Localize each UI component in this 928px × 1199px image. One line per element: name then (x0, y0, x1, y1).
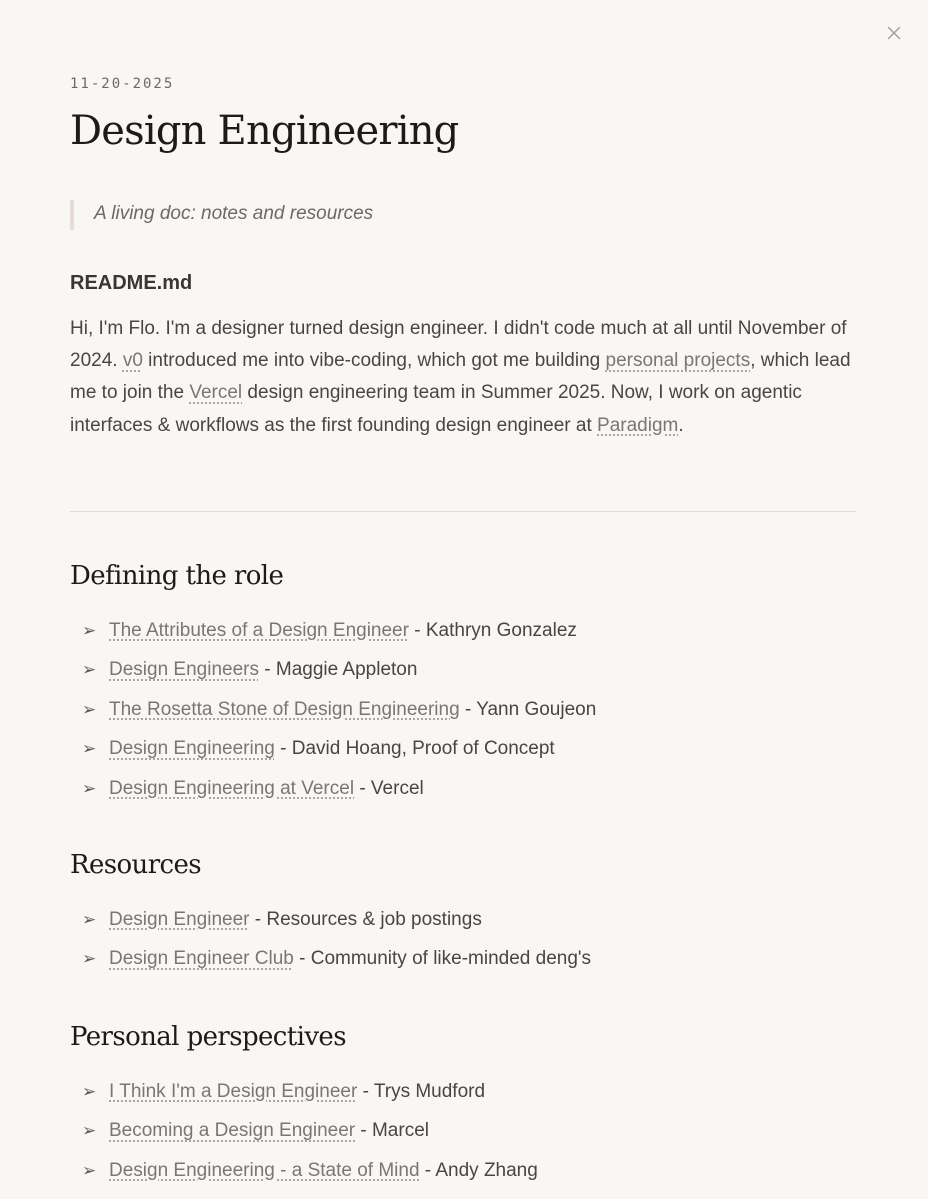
resource-author: - Trys Mudford (357, 1081, 486, 1102)
resource-link[interactable]: Design Engineer (109, 909, 250, 930)
arrow-bullet-icon: ➢ (82, 660, 97, 680)
resource-author: - Maggie Appleton (258, 659, 418, 681)
resource-author: - Resources & job postings (249, 909, 482, 930)
arrow-bullet-icon: ➢ (82, 949, 97, 969)
resource-author: - Yann Goujeon (459, 698, 597, 720)
resource-link[interactable]: Design Engineer Club (109, 948, 294, 970)
resource-link[interactable]: I Think I'm a Design Engineer (109, 1081, 358, 1102)
post-date: 11-20-2025 (70, 76, 175, 92)
list-item (70, 1117, 538, 1156)
resources-list (70, 906, 591, 985)
list-item (70, 617, 596, 656)
resource-link[interactable]: Design Engineering at Vercel (109, 777, 355, 799)
resource-link[interactable]: Design Engineering (109, 738, 275, 760)
perspectives-list (70, 1078, 538, 1196)
resource-link[interactable]: The Rosetta Stone of Design Engineering (109, 698, 460, 720)
section-heading-resources: Resources (70, 850, 202, 880)
readme-paragraph (70, 313, 856, 442)
section-heading-personal-perspectives: Personal perspectives (70, 1022, 346, 1052)
resource-link[interactable]: Design Engineering - a State of Mind (109, 1159, 420, 1181)
list-item (70, 1078, 538, 1117)
readme-heading: README.md (70, 272, 193, 294)
list-item (70, 1157, 538, 1196)
list-item (70, 775, 596, 814)
defining-role-list (70, 617, 596, 814)
readme-text: design engineering team in Summer 2025. Now, I work on agentic interfaces & workflows as the first founding design engineer at (70, 382, 802, 436)
arrow-bullet-icon: ➢ (82, 778, 97, 798)
personal-projects-link[interactable]: personal projects (605, 350, 751, 372)
section-heading-defining-the-role: Defining the role (70, 561, 284, 591)
arrow-bullet-icon: ➢ (82, 1121, 97, 1141)
arrow-bullet-icon: ➢ (82, 621, 97, 640)
resource-link[interactable]: Becoming a Design Engineer (109, 1120, 356, 1142)
v0-link[interactable]: v0 (122, 350, 143, 372)
resource-link[interactable]: Design Engineers (109, 659, 259, 681)
readme-text: , which lead me to join the (70, 350, 851, 404)
readme-text: Hi, I'm Flo. I'm a designer turned design engineer. I didn't code much at all until November of 2024. (70, 318, 847, 372)
section-divider (70, 511, 856, 512)
resource-author: - Kathryn Gonzalez (408, 620, 577, 641)
paradigm-link[interactable]: Paradigm (597, 414, 679, 436)
readme-text: introduced me into vibe-coding, which got me building (142, 350, 606, 372)
arrow-bullet-icon: ➢ (82, 1082, 97, 1101)
list-item (70, 656, 596, 695)
subtitle-blockquote: A living doc: notes and resources (70, 200, 373, 230)
arrow-bullet-icon: ➢ (82, 910, 97, 929)
resource-author: - Community of like-minded deng's (293, 948, 592, 970)
resource-author: - Andy Zhang (419, 1159, 538, 1181)
arrow-bullet-icon: ➢ (82, 739, 97, 759)
resource-author: - David Hoang, Proof of Concept (274, 738, 555, 760)
arrow-bullet-icon: ➢ (82, 1160, 97, 1180)
resource-author: - Vercel (354, 777, 424, 799)
close-icon (886, 25, 902, 41)
close-button[interactable] (886, 25, 902, 41)
page-title: Design Engineering (70, 108, 459, 154)
arrow-bullet-icon: ➢ (82, 699, 97, 719)
resource-author: - Marcel (355, 1120, 429, 1142)
list-item (70, 696, 596, 735)
readme-text: . (678, 414, 684, 436)
list-item (70, 945, 591, 984)
vercel-link[interactable]: Vercel (189, 382, 243, 404)
list-item (70, 906, 591, 945)
resource-link[interactable]: The Attributes of a Design Engineer (109, 620, 409, 641)
list-item (70, 735, 596, 774)
